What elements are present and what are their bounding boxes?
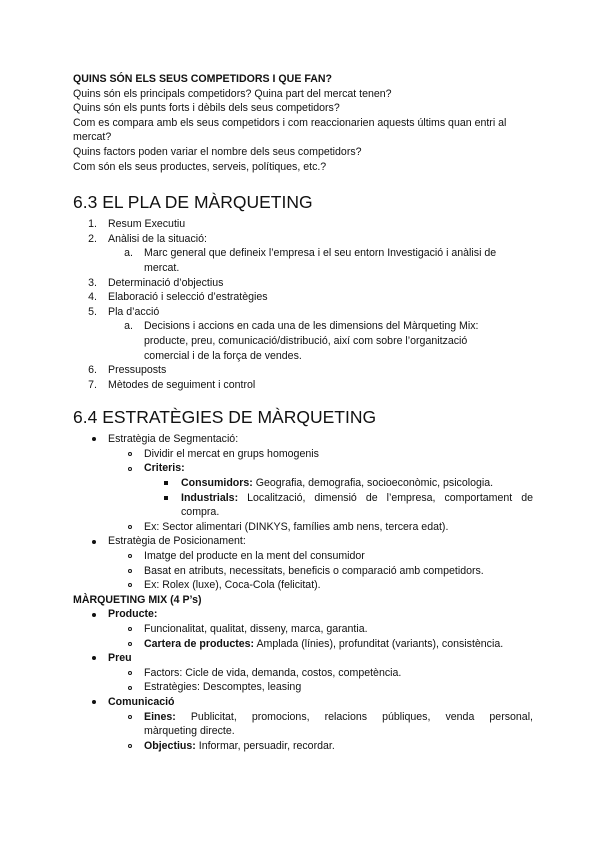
list-item: Comunicació — [73, 695, 533, 710]
intro-line: mercat? — [73, 131, 112, 144]
competitors-heading: QUINS SÓN ELS SEUS COMPETIDORS I QUE FAN? — [73, 73, 332, 85]
list-item: Producte: — [73, 607, 533, 622]
marketing-mix-heading: MÀRQUETING MIX (4 P’s) — [73, 593, 202, 606]
list-number: 3. — [88, 276, 97, 289]
intro-line: Com són els seus productes, serveis, polítiques, etc.? — [73, 160, 327, 173]
list-number: 1. — [88, 218, 97, 231]
bullet-circle-icon — [123, 680, 137, 695]
list-item: 7. Mètodes de seguiment i control — [73, 378, 533, 393]
list-number: 2. — [88, 232, 97, 245]
list-item: a. Marc general que defineix l’empresa i el seu entorn Investigació i anàlisi de mercat. — [73, 246, 533, 275]
list-number: 5. — [88, 305, 97, 318]
bullet-circle-icon — [123, 637, 137, 652]
list-item: Estratègies: Descomptes, leasing — [73, 680, 533, 695]
bullet-circle-icon — [123, 578, 137, 593]
intro-line: Quins són els principals competidors? Quina part del mercat tenen? — [73, 87, 392, 100]
bullet-disc-icon — [87, 695, 101, 710]
list-item: Estratègia de Segmentació: — [73, 432, 533, 447]
list-item: Preu — [73, 651, 533, 666]
list-item: Ex: Rolex (luxe), Coca-Cola (felicitat). — [73, 578, 533, 593]
list-item: Industrials: Localització, dimensió de l’empresa, comportament de compra. — [73, 491, 533, 520]
document-page — [73, 72, 533, 753]
list-item: 5. Pla d’acció — [73, 305, 533, 320]
list-number: 4. — [88, 291, 97, 304]
intro-line: Quins factors poden variar el nombre dels seus competidors? — [73, 145, 362, 158]
list-item: Factors: Cicle de vida, demanda, costos, competència. — [73, 666, 533, 681]
list-item: Ex: Sector alimentari (DINKYS, famílies amb nens, tercera edat). — [73, 520, 533, 535]
bullet-disc-icon — [87, 651, 101, 666]
list-item: Objectius: Informar, persuadir, recordar. — [73, 739, 533, 754]
bullet-circle-icon — [123, 739, 137, 754]
intro-line: Quins són els punts forts i dèbils dels seus competidors? — [73, 102, 340, 115]
list-item: Cartera de productes: Amplada (línies), profunditat (variants), consistència. — [73, 637, 533, 652]
list-item: Dividir el mercat en grups homogenis — [73, 447, 533, 462]
bullet-circle-icon — [123, 549, 137, 564]
bullet-circle-icon — [123, 461, 137, 476]
bullet-circle-icon — [123, 520, 137, 535]
list-number: 7. — [88, 378, 97, 391]
bullet-disc-icon — [87, 432, 101, 447]
bullet-disc-icon — [87, 534, 101, 549]
bullet-square-icon — [159, 491, 173, 506]
list-item: Funcionalitat, qualitat, disseny, marca, garantia. — [73, 622, 533, 637]
list-item: Criteris: — [73, 461, 533, 476]
list-item: Eines: Publicitat, promocions, relacions públiques, venda personal, màrqueting directe. — [73, 710, 533, 739]
list-item: Consumidors: Geografia, demografia, socioeconòmic, psicologia. — [73, 476, 533, 491]
section-6-4-title: 6.4 ESTRATÈGIES DE MÀRQUETING — [73, 407, 377, 428]
bullet-disc-icon — [87, 607, 101, 622]
bullet-circle-icon — [123, 447, 137, 462]
intro-line: Com es compara amb els seus competidors i com reaccionarien aquests últims quan entri al — [73, 116, 507, 129]
list-item: 4. Elaboració i selecció d’estratègies — [73, 290, 533, 305]
list-item: 1. Resum Executiu — [73, 217, 533, 232]
section-6-3-title: 6.3 EL PLA DE MÀRQUETING — [73, 192, 313, 213]
list-letter: a. — [124, 320, 133, 333]
list-item: 6. Pressuposts — [73, 363, 533, 378]
list-item: 3. Determinació d’objectius — [73, 276, 533, 291]
list-item: 2. Anàlisi de la situació: — [73, 232, 533, 247]
bullet-square-icon — [159, 476, 173, 491]
list-item: Basat en atributs, necessitats, beneficis o comparació amb competidors. — [73, 564, 533, 579]
list-item: Imatge del producte en la ment del consumidor — [73, 549, 533, 564]
list-item: a. Decisions i accions en cada una de les dimensions del Màrqueting Mix: producte, preu, comunicació/distribució, així com sobre l’organització comercial i de la força de vendes. — [73, 319, 533, 363]
bullet-circle-icon — [123, 666, 137, 681]
bullet-circle-icon — [123, 622, 137, 637]
bullet-circle-icon — [123, 564, 137, 579]
list-letter: a. — [124, 247, 133, 260]
list-item: Estratègia de Posicionament: — [73, 534, 533, 549]
list-number: 6. — [88, 364, 97, 377]
bullet-circle-icon — [123, 710, 137, 725]
